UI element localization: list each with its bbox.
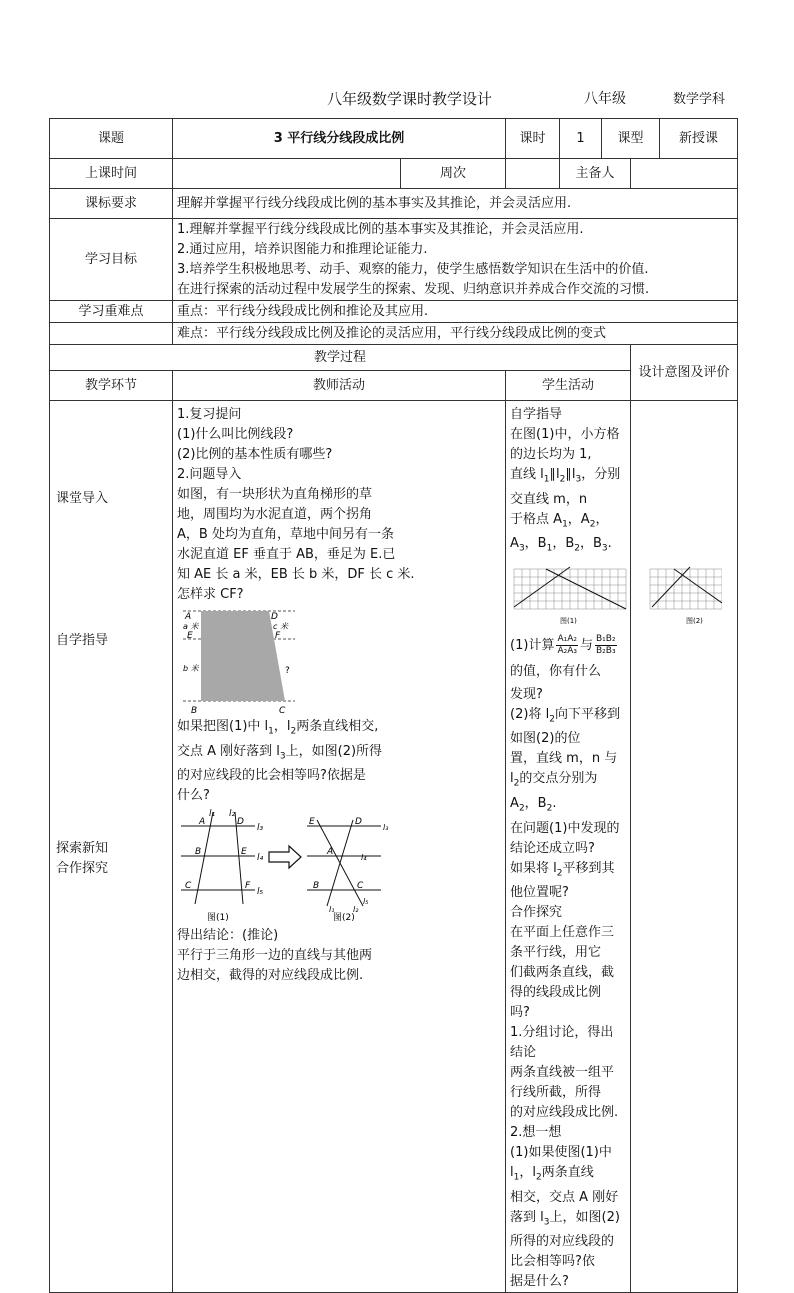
think-text: (1)如果使图(1)中 $l_1$，$l_2$两条直线 <box>510 1145 612 1183</box>
goals-list <box>173 219 738 301</box>
teacher-header: 教师活动 <box>173 371 506 401</box>
think-text: 相交，交点 A 刚好落到 $l_3$上，如图(2) <box>510 1189 620 1228</box>
grid-1 <box>514 569 626 609</box>
question-text: 的对应线段的比会相等吗?依据是 <box>177 768 366 784</box>
point-c-label: C <box>279 706 286 715</box>
period-label: 课时 <box>506 119 560 159</box>
fig2-point-c: C <box>357 881 364 892</box>
fig1-point-a: A <box>199 817 206 828</box>
problem-text: A，B 处均为直角，草地中间另有一条 <box>177 527 394 542</box>
question-2: $A_2$，$B_2$. <box>510 795 557 814</box>
stage-column <box>50 401 173 1293</box>
line-l5-label: l₅ <box>257 887 264 898</box>
preparer-label: 主备人 <box>560 159 631 189</box>
grid-problem-text: 于格点 $A_1$，$A_2$，$A_3$，$B_1$，$B_2$，$B_3$. <box>510 511 612 554</box>
point-d-label: D <box>271 612 278 622</box>
fig2-point-d: D <box>355 817 362 828</box>
fig2-caption: 图(2) <box>333 913 355 924</box>
review-question: (1)什么叫比例线段? <box>177 427 294 442</box>
line-l1-label: l₁ <box>209 809 216 820</box>
question-1: (1)计算 $\frac{\text{A₁A₂}}{\text{A₂A₃}}$ 与 $\frac{\text{B₁B₂}}{\text{B₂B₃}}$ 的值，你有什么 <box>510 633 616 679</box>
design-intent-cell <box>631 401 738 1293</box>
keypoints-label: 学习重难点 <box>50 301 173 323</box>
question-text: 交点 A 刚好落到 $l_3$上，如图(2)所得 <box>177 743 383 762</box>
point-e-label: E <box>187 631 193 641</box>
week-label: 周次 <box>401 159 506 189</box>
period-value: 1 <box>560 119 602 159</box>
fig1-point-d: D <box>237 817 244 828</box>
length-b-label: b 米 <box>183 664 199 673</box>
fig2-line-l4: l₄ <box>361 853 367 863</box>
fig2-line-l5: l₅ <box>363 897 369 907</box>
grid-problem-text: 直线 $l_1\parallel l_2\parallel l_3$，分别交直线 m，n <box>510 467 621 507</box>
problem-text: 怎样求 CF? <box>177 587 244 602</box>
problem-text: 水泥直道 EF 垂直于 AB，垂足为 E.已 <box>177 547 396 562</box>
grid2-caption: 图(2) <box>686 616 703 625</box>
student-header: 学生活动 <box>506 371 631 401</box>
review-heading: 1.复习提问 <box>177 407 242 422</box>
standard-label: 课标要求 <box>50 189 173 219</box>
week-value <box>506 159 560 189</box>
discussion-text: 的对应线段成比例. <box>510 1105 619 1121</box>
line-l3-label: l₃ <box>257 823 264 834</box>
grade-label: 八年级 <box>584 91 626 107</box>
topic-label: 课题 <box>50 119 173 159</box>
fig2-line-l1: l₁ <box>329 905 335 915</box>
arrow-icon <box>269 846 301 868</box>
fig1-point-c: C <box>185 881 192 892</box>
point-b-label: B <box>191 706 198 715</box>
lesson-type-label: 课型 <box>602 119 660 159</box>
length-a-label: a 米 <box>183 622 199 631</box>
subject-label: 数学学科 <box>673 92 726 107</box>
cooperate-text: 在平面上任意作三条平行线，用它 <box>510 925 615 961</box>
goal-item: 2.通过应用，培养识图能力和推理论证能力. <box>177 241 428 257</box>
length-c-label: c 米 <box>273 622 288 631</box>
question-1-cont: 发现? <box>510 686 543 702</box>
topic-value: 3 平行线分线段成比例 <box>173 119 506 159</box>
conclusion-heading: 得出结论：(推论) <box>177 928 279 944</box>
ratio-a: $\frac{\text{A₁A₂}}{\text{A₂A₃}}$ <box>557 633 577 656</box>
grid-problem-text: 在图(1)中，小方格的边长均为 1, <box>510 427 620 462</box>
fig2-point-a: A <box>327 847 334 858</box>
intro-heading: 2.问题导入 <box>177 467 242 482</box>
point-f-label: F <box>275 631 281 641</box>
question-2: (2)将 $l_2$向下平移到如图(2)的位 <box>510 706 620 747</box>
conclusion-text: 边相交，截得的对应线段成比例. <box>177 968 364 984</box>
discussion-heading: 1.分组讨论，得出结论 <box>510 1025 614 1061</box>
cooperate-text: 们截两条直线，截得的线段成比例 <box>510 965 615 1001</box>
difficult-point-text: 难点：平行线分线段成比例及推论的灵活应用，平行线分线段成比例的变式 <box>173 323 738 345</box>
trapezoid-figure <box>183 609 295 715</box>
goal-item: 1.理解并掌握平行线分线段成比例的基本事实及其推论，并会灵活应用. <box>177 221 584 237</box>
stage-intro: 课堂导入 <box>56 491 109 506</box>
question-3: 在问题(1)中发现的结论还成立吗? <box>510 820 620 856</box>
grid1-caption: 图(1) <box>560 616 577 625</box>
think-text: 据是什么? <box>510 1274 569 1290</box>
keypoints-label-cont <box>50 323 173 345</box>
line-l4-label: l₄ <box>257 853 264 864</box>
self-study-heading: 自学指导 <box>510 407 563 422</box>
question-4: 如果将 $l_2$平移到其他位置呢? <box>510 860 615 901</box>
class-time-label: 上课时间 <box>50 159 173 189</box>
student-activity <box>506 401 703 1293</box>
fig1-point-b: B <box>195 847 202 858</box>
discussion-text: 两条直线被一组平行线所截，所得 <box>510 1065 615 1101</box>
fig2-line-l3: l₃ <box>383 823 389 833</box>
problem-text: 知 AE 长 a 米，EB 长 b 米，DF 长 c 米. <box>177 567 415 582</box>
question-2: 置，直线 m，n 与 $l_2$的交点分别为 <box>510 751 618 789</box>
key-point-text: 重点：平行线分线段成比例和推论及其应用. <box>173 301 738 323</box>
conclusion-text: 平行于三角形一边的直线与其他两 <box>177 948 373 964</box>
question-text: 如果把图(1)中 $l_1$，$l_2$两条直线相交, <box>177 719 379 737</box>
unknown-cf-label: ? <box>285 666 290 676</box>
fig1-point-f: F <box>245 881 251 892</box>
goal-item: 在进行探索的活动过程中发展学生的探索、发现、归纳意识并养成合作交流的习惯. <box>177 281 650 297</box>
goals-label: 学习目标 <box>50 219 173 301</box>
goal-item: 3.培养学生积极地思考、动手、观察的能力，使学生感悟数学知识在生活中的价值. <box>177 261 649 277</box>
preparer-value <box>631 159 738 189</box>
fig1-point-e: E <box>241 847 247 858</box>
stage-cooperate: 合作探究 <box>56 861 109 876</box>
stage-header: 教学环节 <box>50 371 173 401</box>
problem-text: 如图，有一块形状为直角梯形的草 <box>177 487 373 502</box>
think-text: 所得的对应线段的比会相等吗?依 <box>510 1234 615 1270</box>
grid-figures <box>510 563 722 629</box>
standard-text: 理解并掌握平行线分线段成比例的基本事实及其推论，并会灵活应用. <box>173 189 738 219</box>
lesson-plan-table <box>49 118 738 1293</box>
stage-self-study: 自学指导 <box>56 633 109 648</box>
problem-text: 地，周围均为水泥直道，两个拐角 <box>177 507 373 522</box>
question-text: 什么? <box>177 788 210 804</box>
fig1-caption: 图(1) <box>207 913 229 924</box>
teacher-activity <box>173 401 506 1293</box>
cooperate-heading: 合作探究 <box>510 905 563 921</box>
fig2-point-b: B <box>313 881 320 892</box>
lesson-type-value: 新授课 <box>660 119 738 159</box>
design-intent-header: 设计意图及评价 <box>631 345 738 401</box>
stage-explore: 探索新知 <box>56 841 109 856</box>
fig2-point-e: E <box>309 817 315 828</box>
cooperate-text: 吗? <box>510 1005 530 1021</box>
ratio-b: $\frac{\text{B₁B₂}}{\text{B₂B₃}}$ <box>596 633 616 656</box>
process-title: 教学过程 <box>50 345 631 371</box>
line-l2-label: l₂ <box>229 809 236 820</box>
fig2-line-l2: l₂ <box>353 905 359 915</box>
class-time-value <box>173 159 401 189</box>
think-heading: 2.想一想 <box>510 1125 562 1141</box>
point-a-label: A <box>185 612 192 622</box>
parallel-lines-figure <box>177 808 389 924</box>
lesson-plan-title: 八年级数学课时教学设计 <box>327 90 493 108</box>
review-question: (2)比例的基本性质有哪些? <box>177 447 333 462</box>
